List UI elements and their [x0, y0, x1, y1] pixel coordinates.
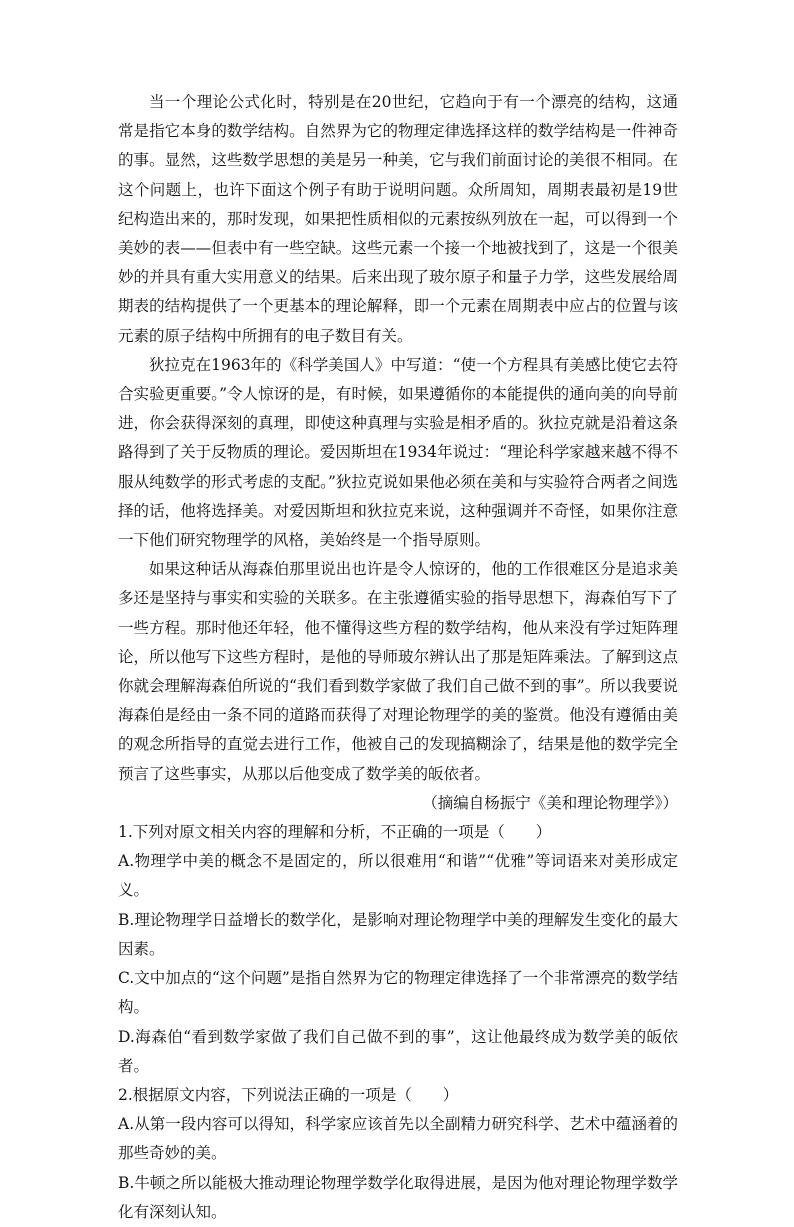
question-2-option-b: B.牛顿之所以能极大推动理论物理学数学化取得进展，是因为他对理论物理学数学化有深刻认知。	[118, 1173, 678, 1221]
question-2-stem: 2.根据原文内容，下列说法正确的一项是（ ）	[118, 1085, 459, 1104]
question-1-option-a: A.物理学中美的概念不是固定的，所以很难用“和谐”“优雅”等词语来对美形成定义。	[118, 852, 678, 900]
question-1-option-d: D.海森伯“看到数学家做了我们自己做不到的事”，这让他最终成为数学美的皈依者。	[118, 1027, 678, 1075]
question-1-stem: 1.下列对原文相关内容的理解和分析，不正确的一项是（ ）	[118, 823, 552, 842]
question-2	[118, 1081, 678, 1227]
question-2-option-a: A.从第一段内容可以得知，科学家应该首先以全副精力研究科学、艺术中蕴涵着的那些奇妙的美。	[118, 1115, 678, 1163]
passage-paragraph-2: 狄拉克在1963年的《科学美国人》中写道：“使一个方程具有美感比使它去符合实验更重要。”令人惊讶的是，有时候，如果遵循你的本能提供的通向美的向导前进，你会获得深刻的真理，即使这种真理与实验是相矛盾的。狄拉克就是沿着这条路得到了关于反物质的理论。爱因斯坦在1934年说过：“理论科学家越来越不得不服从纯数学的形式考虑的支配。”狄拉克说如果他必须在美和与实验符合两者之间选择的话，他将选择美。对爱因斯坦和狄拉克来说，这种强调并不奇怪，如果你注意一下他们研究物理学的风格，美始终是一个指导原则。	[118, 355, 678, 550]
question-1-option-b: B.理论物理学日益增长的数学化，是影响对理论物理学中美的理解发生变化的最大因素。	[118, 910, 678, 958]
document-page	[118, 88, 678, 1227]
question-1	[118, 818, 678, 1081]
source-citation: （摘编自杨振宁《美和理论物理学》）	[422, 793, 678, 812]
question-1-option-c: C.文中加点的“这个问题”是指自然界为它的物理定律选择了一个非常漂亮的数学结构。	[118, 969, 678, 1017]
passage-paragraph-1: 当一个理论公式化时，特别是在20世纪，它趋向于有一个漂亮的结构，这通常是指它本身的数学结构。自然界为它的物理定律选择这样的数学结构是一件神奇的事。显然，这些数学思想的美是另一种美，它与我们前面讨论的美很不相同。在这个问题上，也许下面这个例子有助于说明问题。众所周知，周期表最初是19世纪构造出来的，那时发现，如果把性质相似的元素按纵列放在一起，可以得到一个美妙的表——但表中有一些空缺。这些元素一个接一个地被找到了，这是一个很美妙的并具有重大实用意义的结果。后来出现了玻尔原子和量子力学，这些发展给周期表的结构提供了一个更基本的理论解释，即一个元素在周期表中应占的位置与该元素的原子结构中所拥有的电子数目有关。	[118, 93, 678, 345]
passage-paragraph-3: 如果这种话从海森伯那里说出也许是令人惊讶的，他的工作很难区分是追求美多还是坚持与事实和实验的关联多。在主张遵循实验的指导思想下，海森伯写下了一些方程。那时他还年轻，他不懂得这些方程的数学结构，他从来没有学过矩阵理论，所以他写下这些方程时，是他的导师玻尔辨认出了那是矩阵乘法。了解到这点你就会理解海森伯所说的“我们看到数学家做了我们自己做不到的事”。所以我要说海森伯是经由一条不同的道路而获得了对理论物理学的美的鉴赏。他没有遵循由美的观念所指导的直觉去进行工作，他被自己的发现搞糊涂了，结果是他的数学完全预言了这些事实，从那以后他变成了数学美的皈依者。	[118, 560, 678, 783]
